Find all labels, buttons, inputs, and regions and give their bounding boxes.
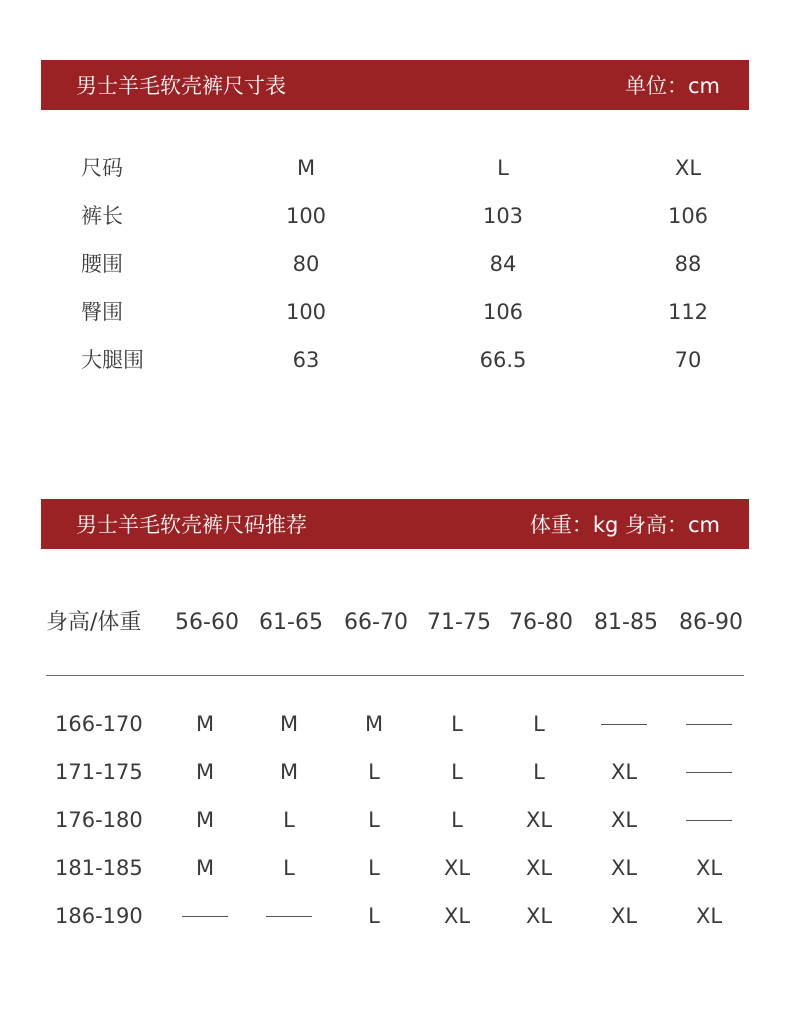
empty-dash — [601, 724, 647, 725]
size-value-cell: 84 — [489, 252, 517, 276]
size-value-cell: 88 — [674, 252, 702, 276]
measure-label: 裤长 — [81, 204, 123, 228]
weight-range-header: 66-70 — [344, 610, 408, 635]
size-chart-banner — [41, 60, 749, 110]
recommended-size-cell: M — [195, 856, 215, 880]
size-value-cell: 80 — [292, 252, 320, 276]
recommended-size-cell: XL — [610, 904, 638, 928]
size-chart-title: 男士羊毛软壳裤尺寸表 — [76, 74, 286, 98]
recommended-size-cell: L — [533, 712, 545, 736]
empty-dash — [686, 820, 732, 821]
measure-label: 臀围 — [81, 300, 123, 324]
measure-label: 大腿围 — [81, 348, 144, 372]
size-header-cell: XL — [674, 156, 702, 180]
height-range-label: 171-175 — [55, 760, 143, 784]
recommended-size-cell: XL — [610, 856, 638, 880]
recommended-size-cell: XL — [610, 808, 638, 832]
recommended-size-cell: L — [283, 856, 295, 880]
size-value-cell: 106 — [482, 300, 524, 324]
empty-dash — [686, 772, 732, 773]
height-range-label: 186-190 — [55, 904, 143, 928]
recommended-size-cell: XL — [695, 904, 723, 928]
size-header-cell: L — [497, 156, 509, 180]
recommended-size-cell: XL — [443, 856, 471, 880]
weight-range-header: 81-85 — [594, 610, 658, 635]
recommended-size-cell: L — [368, 808, 380, 832]
size-chart-unit: 单位：cm — [624, 74, 720, 98]
recommended-size-cell: M — [279, 712, 299, 736]
size-value-cell: 63 — [292, 348, 320, 372]
recommended-size-cell: M — [195, 808, 215, 832]
recommended-size-cell: L — [368, 856, 380, 880]
height-range-label: 176-180 — [55, 808, 143, 832]
empty-dash — [686, 724, 732, 725]
weight-range-header: 61-65 — [259, 610, 323, 635]
recommended-size-cell: L — [283, 808, 295, 832]
size-value-cell: 66.5 — [479, 348, 527, 372]
recommended-size-cell: XL — [443, 904, 471, 928]
recommended-size-cell: L — [368, 760, 380, 784]
recommended-size-cell: L — [368, 904, 380, 928]
height-range-label: 181-185 — [55, 856, 143, 880]
recommended-size-cell: M — [195, 712, 215, 736]
size-value-cell: 100 — [285, 204, 327, 228]
recommend-header-label: 身高/体重 — [46, 610, 142, 635]
recommended-size-cell: L — [451, 712, 463, 736]
recommended-size-cell: XL — [525, 856, 553, 880]
recommended-size-cell: M — [279, 760, 299, 784]
weight-range-header: 56-60 — [175, 610, 239, 635]
recommended-size-cell: XL — [525, 904, 553, 928]
recommend-chart-title: 男士羊毛软壳裤尺码推荐 — [76, 513, 307, 537]
weight-range-header: 86-90 — [679, 610, 743, 635]
recommended-size-cell: XL — [525, 808, 553, 832]
recommended-size-cell: L — [533, 760, 545, 784]
size-value-cell: 106 — [667, 204, 709, 228]
weight-range-header: 76-80 — [509, 610, 573, 635]
recommended-size-cell: L — [451, 808, 463, 832]
height-range-label: 166-170 — [55, 712, 143, 736]
recommended-size-cell: M — [195, 760, 215, 784]
empty-dash — [182, 916, 228, 917]
header-divider — [46, 675, 744, 676]
measure-label: 腰围 — [81, 252, 123, 276]
weight-range-header: 71-75 — [427, 610, 491, 635]
size-header-label: 尺码 — [81, 156, 123, 180]
recommended-size-cell: XL — [695, 856, 723, 880]
size-header-cell: M — [296, 156, 316, 180]
recommend-chart-unit: 体重：kg 身高：cm — [529, 513, 720, 537]
empty-dash — [266, 916, 312, 917]
size-value-cell: 100 — [285, 300, 327, 324]
size-value-cell: 103 — [482, 204, 524, 228]
recommended-size-cell: L — [451, 760, 463, 784]
recommended-size-cell: XL — [610, 760, 638, 784]
recommend-chart-banner — [41, 499, 749, 549]
size-value-cell: 70 — [674, 348, 702, 372]
recommended-size-cell: M — [364, 712, 384, 736]
size-value-cell: 112 — [667, 300, 709, 324]
